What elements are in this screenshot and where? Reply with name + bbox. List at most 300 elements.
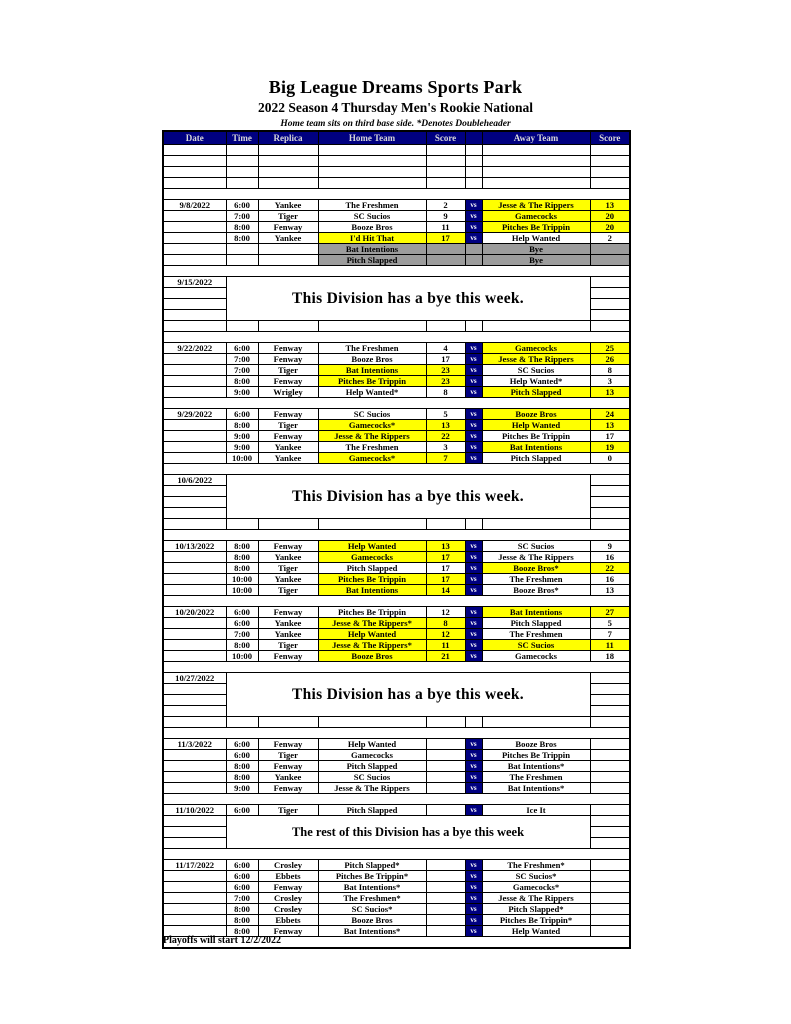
cell-empty (590, 717, 630, 728)
cell-home-score (426, 255, 465, 266)
cell-away-team: Bat Intentions* (482, 783, 590, 794)
cell-vs: vs (465, 365, 482, 376)
cell-vs: vs (465, 420, 482, 431)
cell-time: 6:00 (226, 805, 258, 816)
cell-home-score: 14 (426, 585, 465, 596)
cell-away-score: 16 (590, 574, 630, 585)
cell-vs: vs (465, 574, 482, 585)
cell-home-team: Gamecocks* (318, 453, 426, 464)
cell-time: 7:00 (226, 893, 258, 904)
cell-replica (258, 255, 318, 266)
cell-home-score (426, 244, 465, 255)
game-row (163, 783, 630, 794)
cell-away-team: Gamecocks* (482, 882, 590, 893)
cell-home-team: Pitch Slapped (318, 761, 426, 772)
cell-away-team: The Freshmen (482, 574, 590, 585)
cell-home-score (426, 882, 465, 893)
cell-date: 11/3/2022 (163, 739, 226, 750)
cell-empty (163, 145, 226, 156)
cell-empty (163, 321, 226, 332)
cell-home-team: Jesse & The Rippers* (318, 640, 426, 651)
divider-bar (163, 530, 630, 541)
cell-away-team: Pitch Slapped (482, 453, 590, 464)
game-row (163, 211, 630, 222)
cell-away-score: 20 (590, 222, 630, 233)
cell-vs: vs (465, 442, 482, 453)
cell-home-team: Help Wanted (318, 739, 426, 750)
cell-home-score (426, 739, 465, 750)
cell-empty (318, 145, 426, 156)
cell-away-team: Bat Intentions (482, 607, 590, 618)
cell-empty (163, 156, 226, 167)
cell-away-team: Bye (482, 255, 590, 266)
cell-away-team: Jesse & The Rippers (482, 552, 590, 563)
cell-date (163, 904, 226, 915)
cell-time: 8:00 (226, 222, 258, 233)
header-vs-spacer (465, 131, 482, 145)
cell-away-score: 22 (590, 563, 630, 574)
cell-empty (226, 519, 258, 530)
cell-date: 10/13/2022 (163, 541, 226, 552)
cell-date: 10/20/2022 (163, 607, 226, 618)
cell-away-score (590, 299, 630, 310)
cell-replica: Fenway (258, 222, 318, 233)
cell-vs: vs (465, 860, 482, 871)
cell-away-score (590, 255, 630, 266)
cell-vs: vs (465, 387, 482, 398)
cell-date (163, 299, 226, 310)
cell-away-score (590, 772, 630, 783)
cell-replica: Yankee (258, 772, 318, 783)
cell-home-score (426, 772, 465, 783)
cell-date (163, 574, 226, 585)
empty-row (163, 178, 630, 189)
game-row (163, 915, 630, 926)
cell-vs: vs (465, 222, 482, 233)
cell-date (163, 783, 226, 794)
cell-date (163, 563, 226, 574)
bye-week-message: This Division has a bye this week. (226, 277, 590, 321)
divider-bar (163, 662, 630, 673)
cell-time: 6:00 (226, 607, 258, 618)
cell-away-team: Pitches Be Trippin (482, 750, 590, 761)
cell-home-team: I'd Hit That (318, 233, 426, 244)
cell-date (163, 695, 226, 706)
cell-away-team: The Freshmen (482, 772, 590, 783)
cell-away-score: 19 (590, 442, 630, 453)
cell-away-score: 26 (590, 354, 630, 365)
cell-replica: Tiger (258, 420, 318, 431)
cell-away-team: Gamecocks (482, 211, 590, 222)
cell-home-score: 3 (426, 442, 465, 453)
cell-replica (258, 244, 318, 255)
cell-vs: vs (465, 651, 482, 662)
cell-away-team: Help Wanted* (482, 376, 590, 387)
cell-time: 8:00 (226, 926, 258, 937)
cell-away-team: Bye (482, 244, 590, 255)
game-row (163, 805, 630, 816)
game-row (163, 574, 630, 585)
cell-date (163, 585, 226, 596)
cell-vs: vs (465, 563, 482, 574)
cell-empty (426, 519, 465, 530)
cell-vs: vs (465, 552, 482, 563)
cell-time: 10:00 (226, 453, 258, 464)
cell-home-team: Pitches Be Trippin (318, 607, 426, 618)
cell-date (163, 684, 226, 695)
cell-vs: vs (465, 761, 482, 772)
divider-bar (163, 596, 630, 607)
cell-home-team: Pitches Be Trippin* (318, 871, 426, 882)
divider (163, 596, 630, 607)
cell-replica: Crosley (258, 860, 318, 871)
cell-away-score: 0 (590, 453, 630, 464)
game-row (163, 904, 630, 915)
cell-date (163, 387, 226, 398)
playoffs-note: Playoffs will start 12/2/2022 (163, 935, 282, 946)
cell-empty (226, 167, 258, 178)
cell-away-team: Help Wanted (482, 233, 590, 244)
cell-away-score (590, 475, 630, 486)
cell-empty (465, 519, 482, 530)
game-row (163, 552, 630, 563)
game-row (163, 222, 630, 233)
cell-replica: Fenway (258, 882, 318, 893)
cell-vs: vs (465, 783, 482, 794)
cell-time: 7:00 (226, 629, 258, 640)
cell-home-team: Pitches Be Trippin (318, 574, 426, 585)
cell-empty (163, 717, 226, 728)
cell-date (163, 233, 226, 244)
divider (163, 728, 630, 739)
divider-bar (163, 266, 630, 277)
cell-home-team: Pitch Slapped (318, 255, 426, 266)
cell-home-score (426, 915, 465, 926)
cell-empty (590, 178, 630, 189)
cell-replica: Tiger (258, 211, 318, 222)
cell-time: 8:00 (226, 233, 258, 244)
cell-time: 7:00 (226, 354, 258, 365)
cell-empty (426, 717, 465, 728)
cell-replica: Fenway (258, 607, 318, 618)
cell-time: 6:00 (226, 618, 258, 629)
cell-empty (482, 167, 590, 178)
cell-home-score: 12 (426, 607, 465, 618)
cell-time (226, 244, 258, 255)
divider (163, 464, 630, 475)
cell-away-team: Bat Intentions* (482, 761, 590, 772)
cell-vs: vs (465, 607, 482, 618)
cell-away-team: Help Wanted (482, 926, 590, 937)
cell-away-team: Gamecocks (482, 343, 590, 354)
cell-home-team: SC Sucios (318, 772, 426, 783)
cell-time: 8:00 (226, 376, 258, 387)
cell-home-team: The Freshmen* (318, 893, 426, 904)
cell-home-team: The Freshmen (318, 343, 426, 354)
cell-replica: Yankee (258, 442, 318, 453)
cell-away-score (590, 827, 630, 838)
cell-home-score: 11 (426, 222, 465, 233)
cell-away-team: SC Sucios (482, 640, 590, 651)
cell-home-team: Bat Intentions* (318, 926, 426, 937)
header-away-team: Away Team (482, 131, 590, 145)
cell-vs: vs (465, 882, 482, 893)
cell-empty (482, 519, 590, 530)
partial-bye-message: The rest of this Division has a bye this week (226, 816, 590, 849)
cell-vs: vs (465, 233, 482, 244)
cell-away-score: 25 (590, 343, 630, 354)
cell-away-team: Pitches Be Trippin (482, 431, 590, 442)
cell-away-score: 13 (590, 387, 630, 398)
cell-away-score: 24 (590, 409, 630, 420)
cell-empty (258, 145, 318, 156)
cell-away-team: Booze Bros* (482, 585, 590, 596)
cell-empty (258, 178, 318, 189)
cell-date (163, 618, 226, 629)
cell-date (163, 310, 226, 321)
cell-time: 8:00 (226, 640, 258, 651)
cell-vs: vs (465, 585, 482, 596)
cell-home-score: 7 (426, 453, 465, 464)
divider (163, 794, 630, 805)
divider (163, 398, 630, 409)
cell-away-score (590, 684, 630, 695)
cell-home-score (426, 761, 465, 772)
cell-home-score: 17 (426, 552, 465, 563)
cell-time: 10:00 (226, 574, 258, 585)
cell-date (163, 431, 226, 442)
cell-time: 6:00 (226, 750, 258, 761)
bye-team-row (163, 255, 630, 266)
cell-empty (482, 156, 590, 167)
cell-home-team: The Freshmen (318, 200, 426, 211)
cell-empty (426, 156, 465, 167)
cell-vs: vs (465, 871, 482, 882)
cell-empty (590, 156, 630, 167)
cell-vs: vs (465, 805, 482, 816)
cell-away-team: Pitch Slapped* (482, 904, 590, 915)
cell-time (226, 255, 258, 266)
cell-away-score (590, 882, 630, 893)
divider-bar (163, 849, 630, 860)
divider (163, 266, 630, 277)
cell-away-score (590, 244, 630, 255)
game-row (163, 409, 630, 420)
cell-away-score (590, 288, 630, 299)
cell-home-score: 8 (426, 618, 465, 629)
cell-empty (482, 717, 590, 728)
cell-empty (465, 717, 482, 728)
cell-empty (226, 145, 258, 156)
cell-away-score (590, 860, 630, 871)
cell-away-score: 5 (590, 618, 630, 629)
cell-home-team: Booze Bros (318, 915, 426, 926)
page-title: Big League Dreams Sports Park (268, 77, 523, 97)
header-time: Time (226, 131, 258, 145)
cell-replica: Crosley (258, 904, 318, 915)
cell-replica: Ebbets (258, 915, 318, 926)
cell-away-score: 3 (590, 376, 630, 387)
game-row (163, 376, 630, 387)
header-row (163, 131, 630, 145)
cell-away-team: The Freshmen (482, 629, 590, 640)
cell-time: 6:00 (226, 200, 258, 211)
cell-away-score (590, 750, 630, 761)
cell-date: 9/8/2022 (163, 200, 226, 211)
divider-bar (163, 464, 630, 475)
game-row (163, 893, 630, 904)
cell-date (163, 827, 226, 838)
empty-row (163, 145, 630, 156)
cell-date (163, 629, 226, 640)
page-subtitle: 2022 Season 4 Thursday Men's Rookie National (257, 100, 534, 115)
cell-date (163, 816, 226, 827)
cell-vs: vs (465, 618, 482, 629)
cell-away-score (590, 805, 630, 816)
cell-replica: Yankee (258, 200, 318, 211)
cell-away-score (590, 926, 630, 937)
cell-time: 6:00 (226, 343, 258, 354)
cell-time: 9:00 (226, 783, 258, 794)
cell-home-score (426, 805, 465, 816)
cell-date (163, 871, 226, 882)
cell-empty (465, 167, 482, 178)
game-row (163, 882, 630, 893)
cell-away-score (590, 739, 630, 750)
cell-time: 9:00 (226, 442, 258, 453)
cell-vs: vs (465, 343, 482, 354)
cell-date (163, 255, 226, 266)
divider (163, 332, 630, 343)
cell-away-team: Pitches Be Trippin* (482, 915, 590, 926)
cell-empty (163, 167, 226, 178)
cell-date (163, 376, 226, 387)
cell-home-score: 5 (426, 409, 465, 420)
cell-empty (258, 717, 318, 728)
cell-empty (482, 178, 590, 189)
cell-replica: Yankee (258, 453, 318, 464)
cell-date (163, 915, 226, 926)
cell-home-team: Jesse & The Rippers* (318, 618, 426, 629)
cell-time: 6:00 (226, 860, 258, 871)
cell-date (163, 761, 226, 772)
cell-date (163, 838, 226, 849)
cell-replica: Yankee (258, 574, 318, 585)
cell-time: 8:00 (226, 761, 258, 772)
cell-away-team: Jesse & The Rippers (482, 354, 590, 365)
game-row (163, 354, 630, 365)
cell-away-score: 13 (590, 420, 630, 431)
cell-empty (426, 321, 465, 332)
cell-vs: vs (465, 376, 482, 387)
bye-week-message: This Division has a bye this week. (226, 475, 590, 519)
game-row (163, 541, 630, 552)
cell-date (163, 365, 226, 376)
cell-vs (465, 255, 482, 266)
cell-date (163, 882, 226, 893)
cell-away-team: Jesse & The Rippers (482, 200, 590, 211)
cell-empty (258, 167, 318, 178)
cell-date (163, 772, 226, 783)
cell-empty (258, 156, 318, 167)
cell-home-score (426, 904, 465, 915)
cell-date: 11/17/2022 (163, 860, 226, 871)
game-row (163, 431, 630, 442)
divider (163, 189, 630, 200)
cell-replica: Fenway (258, 409, 318, 420)
cell-home-score: 23 (426, 376, 465, 387)
cell-away-score (590, 838, 630, 849)
cell-away-score: 18 (590, 651, 630, 662)
header-home-team: Home Team (318, 131, 426, 145)
cell-home-score: 21 (426, 651, 465, 662)
cell-home-score: 8 (426, 387, 465, 398)
cell-time: 8:00 (226, 772, 258, 783)
cell-away-score (590, 904, 630, 915)
game-row (163, 442, 630, 453)
cell-date (163, 442, 226, 453)
cell-away-score: 2 (590, 233, 630, 244)
cell-home-score: 4 (426, 343, 465, 354)
cell-date: 10/27/2022 (163, 673, 226, 684)
cell-home-team: Help Wanted (318, 541, 426, 552)
cell-replica: Fenway (258, 376, 318, 387)
cell-empty (226, 321, 258, 332)
cell-vs: vs (465, 739, 482, 750)
cell-away-score: 20 (590, 211, 630, 222)
cell-home-team: SC Sucios (318, 211, 426, 222)
cell-away-score (590, 695, 630, 706)
cell-vs: vs (465, 354, 482, 365)
cell-vs: vs (465, 904, 482, 915)
cell-home-score (426, 783, 465, 794)
cell-time: 6:00 (226, 871, 258, 882)
divider-bar (163, 398, 630, 409)
game-row (163, 387, 630, 398)
cell-date (163, 651, 226, 662)
divider-bar (163, 189, 630, 200)
cell-empty (258, 321, 318, 332)
cell-time: 6:00 (226, 409, 258, 420)
divider-bar (163, 794, 630, 805)
cell-empty (590, 145, 630, 156)
cell-time: 8:00 (226, 563, 258, 574)
cell-away-score: 27 (590, 607, 630, 618)
cell-replica: Fenway (258, 651, 318, 662)
cell-home-team: Bat Intentions (318, 585, 426, 596)
cell-replica: Fenway (258, 761, 318, 772)
cell-replica: Fenway (258, 783, 318, 794)
cell-home-team: Booze Bros (318, 651, 426, 662)
cell-away-team: Booze Bros (482, 409, 590, 420)
schedule-table-body (163, 145, 630, 949)
game-row (163, 585, 630, 596)
game-row (163, 772, 630, 783)
game-row (163, 233, 630, 244)
cell-empty (318, 167, 426, 178)
cell-away-score (590, 871, 630, 882)
cell-home-team: SC Sucios* (318, 904, 426, 915)
cell-date: 9/15/2022 (163, 277, 226, 288)
cell-home-team: Help Wanted* (318, 387, 426, 398)
cell-date (163, 508, 226, 519)
cell-replica: Ebbets (258, 871, 318, 882)
cell-away-team: The Freshmen* (482, 860, 590, 871)
cell-away-score: 13 (590, 585, 630, 596)
cell-empty (590, 167, 630, 178)
cell-replica: Yankee (258, 233, 318, 244)
schedule-table (162, 130, 631, 949)
